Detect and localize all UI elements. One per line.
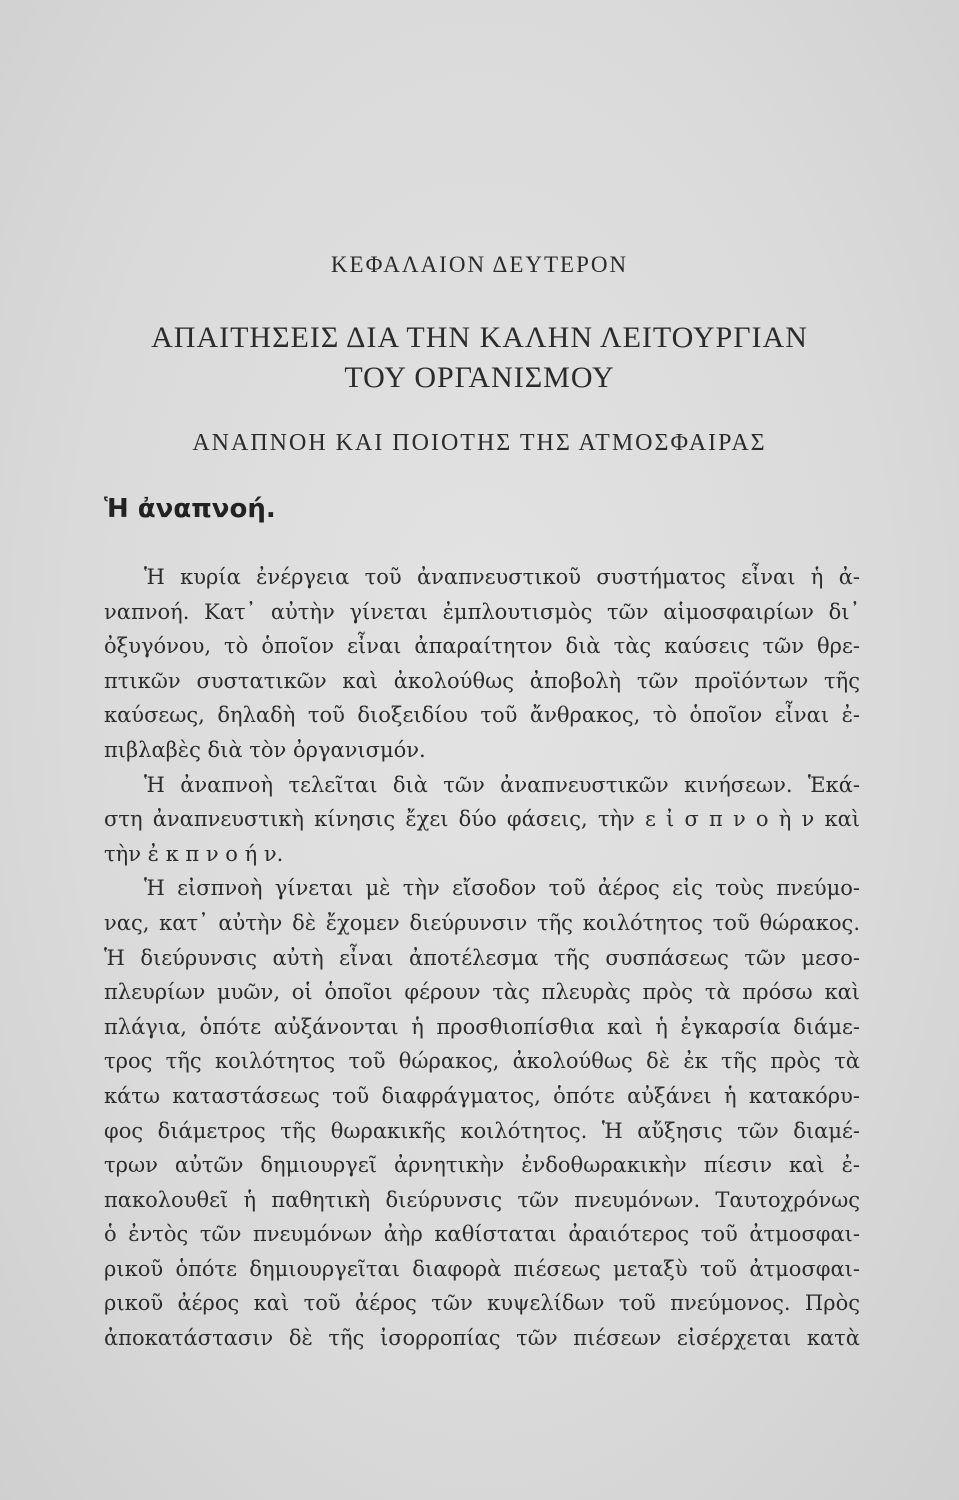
- text-line: νας, κατ᾽ αὐτὴν δὲ ἔχομεν διεύρυνσιν τῆς κοιλότητος τοῦ θώρακος.: [104, 910, 860, 935]
- text-line: Ἡ ἀναπνοὴ τελεῖται διὰ τῶν ἀναπνευστικῶν κινήσεων. Ἑκά-: [144, 772, 860, 797]
- text-line: στη ἀναπνευστικὴ κίνησις ἔχει δύο φάσεις, τὴν ε ἰ σ π ν ο ὴ ν καὶ: [104, 807, 860, 832]
- section-title: ΑΝΑΠΝΟΗ ΚΑΙ ΠΟΙΟΤΗΣ ΤΗΣ ΑΤΜΟΣΦΑΙΡΑΣ: [192, 430, 767, 456]
- text-line: τρος τῆς κοιλότητος τοῦ θώρακος, ἀκολούθως δὲ ἐκ τῆς πρὸς τὰ: [104, 1049, 860, 1074]
- chapter-title: [0, 318, 959, 398]
- text-line: ναπνοή. Κατ᾽ αὐτὴν γίνεται ἐμπλουτισμὸς τῶν αἱμοσφαιρίων δι᾽: [104, 599, 860, 624]
- chapter-title-line: ΤΟΥ ΟΡΓΑΝΙΣΜΟΥ: [344, 361, 615, 394]
- text-line: ὁ ἐντὸς τῶν πνευμόνων ἀὴρ καθίσταται ἀραιότερος τοῦ ἀτμοσφαι-: [104, 1222, 860, 1247]
- text-line: πτικῶν συστατικῶν καὶ ἀκολούθως ἀποβολὴ τῶν προϊόντων τῆς: [104, 668, 860, 693]
- text-line: ρικοῦ ὁπότε δημιουργεῖται διαφορὰ πιέσεως μεταξὺ τοῦ ἀτμοσφαι-: [104, 1256, 860, 1281]
- body-text: [104, 560, 860, 1356]
- text-line: τὴν ἐ κ π ν ο ή ν.: [104, 841, 284, 866]
- text-line: Ἡ εἰσπνοὴ γίνεται μὲ τὴν εἴσοδον τοῦ ἀέρος εἰς τοὺς πνεύμο-: [144, 876, 860, 901]
- subheading: Ἡ ἀναπνοή.: [104, 494, 276, 524]
- text-line: ἀποκατάστασιν δὲ τῆς ἰσορροπίας τῶν πιέσεων εἰσέρχεται κατὰ: [104, 1326, 860, 1351]
- text-line: ὀξυγόνου, τὸ ὁποῖον εἶναι ἀπαραίτητον διὰ τὰς καύσεις τῶν θρε-: [104, 634, 860, 659]
- text-line: καύσεως, δηλαδὴ τοῦ διοξειδίου τοῦ ἄνθρακος, τὸ ὁποῖον εἶναι ἐ-: [104, 703, 860, 728]
- text-line: πακολουθεῖ ἡ παθητικὴ διεύρυνσις τῶν πνευμόνων. Ταυτοχρόνως: [104, 1187, 860, 1212]
- text-line: Ἡ διεύρυνσις αὐτὴ εἶναι ἀποτέλεσμα τῆς συσπάσεως τῶν μεσο-: [104, 945, 860, 970]
- text-line: πλευρίων μυῶν, οἱ ὁποῖοι φέρουν τὰς πλευρὰς πρὸς τὰ πρόσω καὶ: [104, 980, 860, 1005]
- text-line: τρων αὐτῶν δημιουργεῖ ἀρνητικὴν ἐνδοθωρακικὴν πίεσιν καὶ ἐ-: [104, 1153, 860, 1178]
- text-line: κάτω καταστάσεως τοῦ διαφράγματος, ὁπότε αὐξάνει ἡ κατακόρυ-: [104, 1083, 860, 1108]
- text-line: πλάγια, ὁπότε αὐξάνονται ἡ προσθιοπίσθια καὶ ἡ ἐγκαρσία διάμε-: [104, 1014, 860, 1039]
- text-line: Ἡ κυρία ἐνέργεια τοῦ ἀναπνευστικοῦ συστήματος εἶναι ἡ ἀ-: [144, 565, 860, 589]
- chapter-label: ΚΕΦΑΛΑΙΟΝ ΔΕΥΤΕΡΟΝ: [330, 252, 629, 277]
- chapter-title-line: ΑΠΑΙΤΗΣΕΙΣ ΔΙΑ ΤΗΝ ΚΑΛΗΝ ΛΕΙΤΟΥΡΓΙΑΝ: [151, 321, 808, 354]
- text-line: πιβλαβὲς διὰ τὸν ὀργανισμόν.: [104, 737, 426, 762]
- text-line: φος διάμετρος τῆς θωρακικῆς κοιλότητος. Ἡ αὔξησις τῶν διαμέ-: [104, 1118, 860, 1143]
- text-line: ρικοῦ ἀέρος καὶ τοῦ ἀέρος τῶν κυψελίδων τοῦ πνεύμονος. Πρὸς: [104, 1291, 860, 1316]
